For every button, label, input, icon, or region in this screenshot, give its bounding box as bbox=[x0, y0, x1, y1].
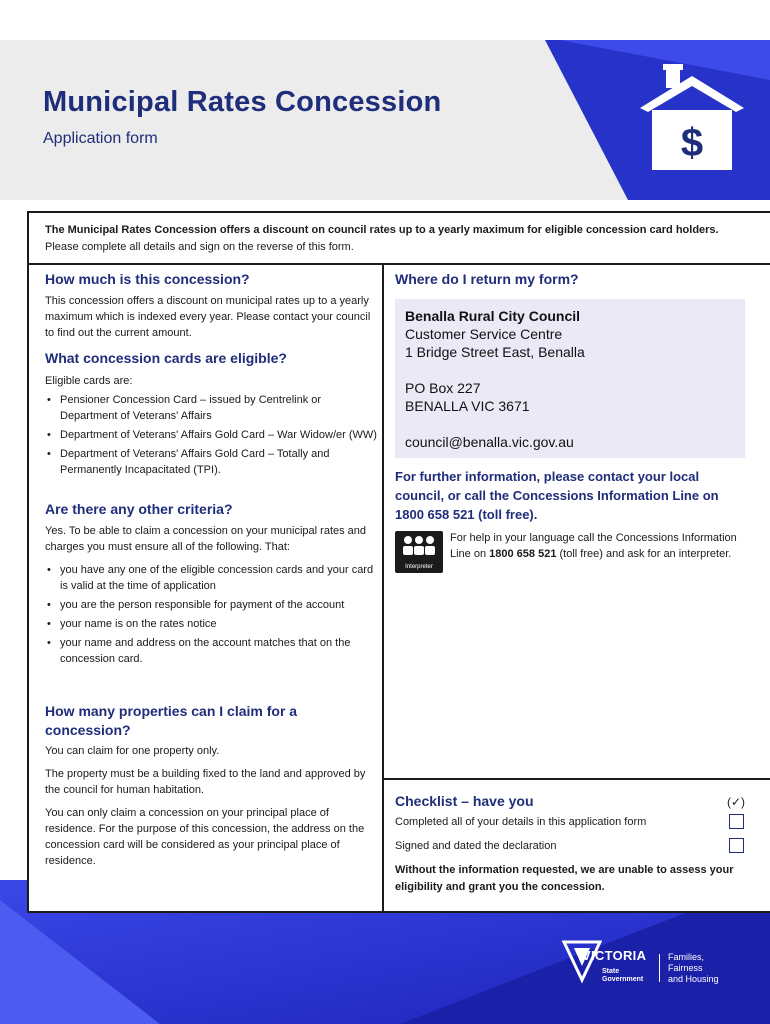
logo-separator bbox=[659, 954, 660, 982]
help-phone[interactable]: 1800 658 521 bbox=[489, 548, 557, 560]
help-post: (toll free) and ask for an interpreter. bbox=[556, 548, 732, 560]
eligible-intro: Eligible cards are: bbox=[45, 375, 133, 387]
list-item: • you have any one of the eligible concession cards and your card is valid at the time of application bbox=[45, 562, 381, 594]
properties-p1: You can claim for one property only. bbox=[45, 745, 220, 757]
checklist-tick-header: (✓) bbox=[727, 795, 746, 809]
address-line2: 1 Bridge Street East, Benalla bbox=[405, 344, 585, 360]
logo-sub bbox=[602, 968, 643, 984]
heading-properties: How many properties can I claim for a concession? bbox=[45, 703, 298, 738]
criteria-text: Yes. To be able to claim a concession on your municipal rates and charges you must ensure all of the following. That: bbox=[45, 525, 367, 553]
heading-return-form: Where do I return my form? bbox=[395, 271, 579, 287]
dept-line2: Fairness bbox=[668, 963, 703, 973]
help-pre: For help in your language call the Concessions Information Line on bbox=[450, 532, 737, 560]
checklist-note: Without the information requested, we are unable to assess your eligibility and grant you the concession. bbox=[395, 864, 734, 893]
checklist-title: Checklist – have you bbox=[395, 793, 534, 809]
interpreter-label: Interpreter bbox=[405, 564, 433, 570]
eligible-cards-list bbox=[45, 392, 381, 478]
section-criteria bbox=[45, 500, 381, 670]
criteria-list bbox=[45, 562, 381, 667]
section-divider bbox=[29, 263, 770, 265]
interpreter-help bbox=[450, 530, 750, 562]
list-item: • Department of Veterans' Affairs Gold Card – War Widow/er (WW) bbox=[45, 427, 381, 443]
list-item: • Department of Veterans' Affairs Gold Card – Totally and Permanently Incapacitated (TPI). bbox=[45, 446, 381, 478]
form-content bbox=[27, 211, 770, 913]
address-city: BENALLA VIC 3671 bbox=[405, 398, 530, 414]
heading-criteria: Are there any other criteria? bbox=[45, 501, 233, 517]
intro-bold: The Municipal Rates Concession offers a discount on council rates up to a yearly maximum for eligible concession card holders. bbox=[45, 224, 719, 236]
dollar-symbol: $ bbox=[680, 121, 704, 165]
people-icon bbox=[395, 531, 443, 561]
dept-line1: Families, bbox=[668, 952, 705, 962]
list-item: • your name is on the rates notice bbox=[45, 616, 381, 632]
logo-sub1: State bbox=[602, 968, 620, 975]
address-box bbox=[395, 299, 745, 458]
intro-rest: Please complete all details and sign on the reverse of this form. bbox=[45, 241, 354, 253]
checklist-divider bbox=[382, 778, 770, 780]
heading-how-much: How much is this concession? bbox=[45, 271, 250, 287]
page-title: Municipal Rates Concession bbox=[43, 86, 442, 118]
section-return-form bbox=[395, 270, 747, 289]
interpreter-icon bbox=[395, 531, 443, 573]
checklist-item-details: Completed all of your details in this application form bbox=[395, 816, 647, 828]
list-item: • your name and address on the account matches that on the concession card. bbox=[45, 635, 381, 667]
victoria-government-logo bbox=[562, 940, 742, 988]
checklist-item-declaration: Signed and dated the declaration bbox=[395, 840, 557, 852]
logo-sub2: Government bbox=[602, 976, 644, 983]
page-subtitle: Application form bbox=[43, 130, 158, 147]
list-item: • you are the person responsible for payment of the account bbox=[45, 597, 381, 613]
section-properties bbox=[45, 702, 335, 740]
column-divider bbox=[382, 263, 384, 913]
department-name bbox=[668, 952, 719, 985]
properties-body bbox=[45, 743, 381, 869]
po-box: PO Box 227 bbox=[405, 380, 481, 396]
further-info: For further information, please contact your local council, or call the Concessions Information Line on 1800 658 521 (toll free). bbox=[395, 469, 719, 522]
checkbox-details[interactable] bbox=[729, 814, 744, 829]
properties-p3: You can only claim a concession on your principal place of residence. For the purpose of this concession, the address on the concession card will be considered as your principal place of residence. bbox=[45, 807, 365, 867]
text-how-much: This concession offers a discount on municipal rates up to a yearly maximum which is indexed every year. Please contact your council to find out the current amount. bbox=[45, 295, 371, 339]
dollar-house-icon bbox=[636, 64, 748, 174]
properties-p2: The property must be a building fixed to the land and approved by the council for human habitation. bbox=[45, 768, 366, 796]
heading-eligible-cards: What concession cards are eligible? bbox=[45, 350, 287, 366]
intro-text bbox=[45, 222, 745, 256]
council-name: Benalla Rural City Council bbox=[405, 308, 581, 324]
list-item: • Pensioner Concession Card – issued by Centrelink or Department of Veterans' Affairs bbox=[45, 392, 381, 424]
checkbox-declaration[interactable] bbox=[729, 838, 744, 853]
section-how-much bbox=[45, 270, 381, 341]
council-email[interactable]: council@benalla.vic.gov.au bbox=[405, 434, 574, 450]
address-line1: Customer Service Centre bbox=[405, 326, 563, 342]
logo-word: VICTORIA bbox=[582, 948, 647, 963]
section-eligible-cards bbox=[45, 349, 381, 481]
dept-line3: and Housing bbox=[668, 974, 719, 984]
